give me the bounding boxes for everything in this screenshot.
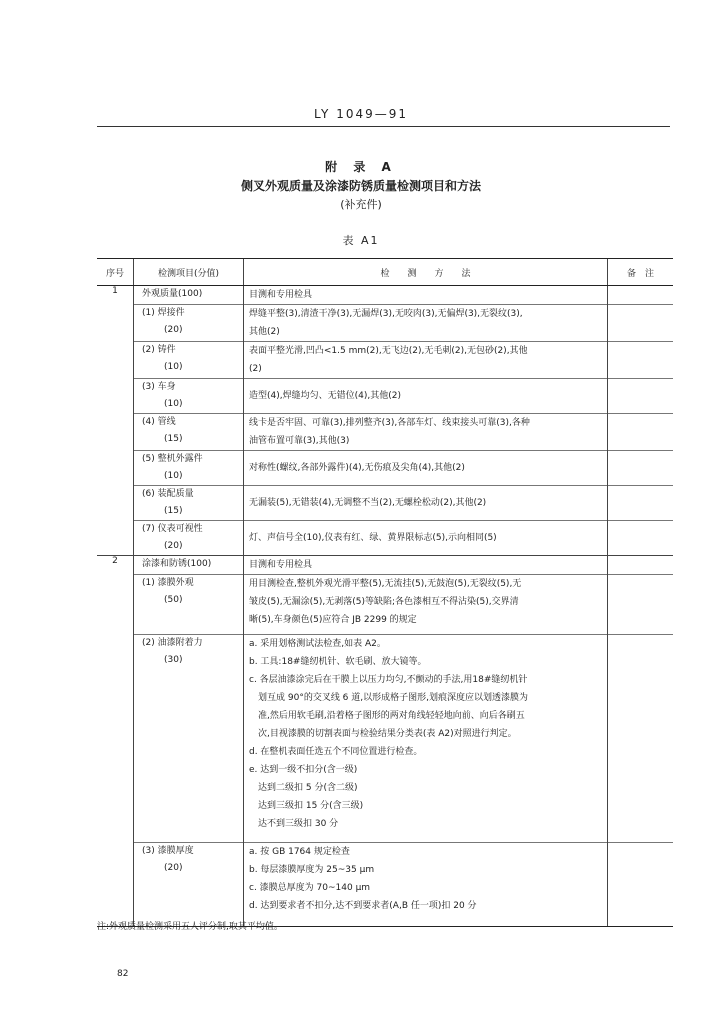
item-cell bbox=[134, 635, 244, 843]
no-cell bbox=[97, 379, 134, 414]
section-row bbox=[97, 286, 673, 305]
remark-cell bbox=[608, 556, 674, 575]
method-line: 晰(5),车身颜色(5)应符合 JB 2299 的规定 bbox=[249, 615, 417, 625]
method-cell bbox=[244, 451, 608, 486]
table-body bbox=[97, 286, 673, 927]
header-item: 检测项目(分值) bbox=[134, 259, 244, 286]
no-cell bbox=[97, 521, 134, 556]
method-cell bbox=[244, 575, 608, 635]
table-caption: 表 A1 bbox=[342, 234, 380, 247]
item-score: (20) bbox=[164, 325, 183, 335]
method-cell bbox=[244, 486, 608, 521]
table-row bbox=[97, 414, 673, 451]
item-score: (10) bbox=[164, 399, 183, 409]
item-score: (20) bbox=[164, 541, 183, 551]
table-row bbox=[97, 486, 673, 521]
method-line: 其他(2) bbox=[249, 327, 280, 337]
item-cell bbox=[134, 843, 244, 927]
table-row bbox=[97, 451, 673, 486]
item-score: (15) bbox=[164, 506, 183, 516]
table-row bbox=[97, 843, 673, 927]
method-line: 皱皮(5),无漏涂(5),无剥落(5)等缺陷;各色漆相互不得沾染(5),交界清 bbox=[249, 597, 519, 607]
item-name: (3) 车身 bbox=[142, 382, 176, 392]
method-line: 对称性(螺纹,各部外露件)(4),无伤痕及尖角(4),其他(2) bbox=[249, 463, 465, 473]
method-line: 灯、声信号全(10),仪表有红、绿、黄界限标志(5),示向相同(5) bbox=[249, 533, 497, 543]
remark-cell bbox=[608, 635, 674, 843]
item-cell bbox=[134, 486, 244, 521]
appendix-title: 侧叉外观质量及涂漆防锈质量检测项目和方法 bbox=[240, 179, 481, 193]
remark-cell bbox=[608, 414, 674, 451]
item-name: (5) 整机外露件 bbox=[142, 454, 203, 464]
item-name: (3) 漆膜厚度 bbox=[142, 846, 194, 856]
no-cell bbox=[97, 575, 134, 635]
method-line: 准,然后用软毛刷,沿着格子图形的两对角线轻轻地向前、向后各刷五 bbox=[249, 711, 525, 721]
method-line: (2) bbox=[249, 364, 262, 374]
method-line: d. 达到要求者不扣分,达不到要求者(A,B 任一项)扣 20 分 bbox=[249, 901, 477, 911]
method-line: b. 工具:18#缝纫机针、软毛刷、放大镜等。 bbox=[249, 657, 427, 667]
section-name: 外观质量(100) bbox=[142, 289, 203, 299]
table-row bbox=[97, 379, 673, 414]
table-header-row bbox=[97, 259, 673, 286]
method-cell bbox=[244, 414, 608, 451]
header-rule bbox=[97, 126, 670, 127]
item-name: (2) 油漆附着力 bbox=[142, 638, 203, 648]
method-line: 线卡是否牢固、可靠(3),排列整齐(3),各部车灯、线束接头可靠(3),各种 bbox=[249, 418, 530, 428]
item-score: (10) bbox=[164, 362, 183, 372]
header-method: 检 测 方 法 bbox=[244, 259, 608, 286]
section-no: 2 bbox=[97, 556, 134, 575]
item-score: (30) bbox=[164, 655, 183, 665]
method-line: c. 漆膜总厚度为 70~140 μm bbox=[249, 883, 371, 893]
remark-cell bbox=[608, 843, 674, 927]
item-cell bbox=[134, 414, 244, 451]
method-cell bbox=[244, 305, 608, 342]
method-line: 无漏装(5),无错装(4),无调整不当(2),无螺栓松动(2),其他(2) bbox=[249, 498, 487, 508]
section-method: 目测和专用检具 bbox=[249, 560, 313, 570]
section-name: 涂漆和防锈(100) bbox=[142, 559, 212, 569]
method-line: 达不到三级扣 30 分 bbox=[249, 819, 339, 829]
method-line: c. 各层油漆涂完后在干膜上以压力均匀,不颤动的手法,用18#缝纫机针 bbox=[249, 675, 528, 685]
section-method: 目测和专用检具 bbox=[249, 290, 313, 300]
remark-cell bbox=[608, 521, 674, 556]
method-line: e. 达到一级不扣分(含一级) bbox=[249, 765, 358, 775]
no-cell bbox=[97, 342, 134, 379]
item-name: (2) 铸件 bbox=[142, 345, 176, 355]
remark-cell bbox=[608, 379, 674, 414]
remark-cell bbox=[608, 486, 674, 521]
item-cell bbox=[134, 521, 244, 556]
no-cell bbox=[97, 414, 134, 451]
appendix-label: 附 录 A bbox=[325, 160, 397, 174]
method-line: a. 采用划格测试法检查,如表 A2。 bbox=[249, 639, 386, 649]
method-cell bbox=[244, 843, 608, 927]
item-score: (15) bbox=[164, 434, 183, 444]
inspection-table bbox=[97, 258, 673, 927]
method-line: d. 在整机表面任选五个不同位置进行检查。 bbox=[249, 747, 423, 757]
method-line: 达到三级扣 15 分(含三级) bbox=[249, 801, 364, 811]
item-score: (10) bbox=[164, 471, 183, 481]
remark-cell bbox=[608, 342, 674, 379]
no-cell bbox=[97, 843, 134, 927]
method-cell bbox=[244, 635, 608, 843]
section-no: 1 bbox=[97, 286, 134, 305]
header-no: 序号 bbox=[97, 259, 134, 286]
section-method-cell bbox=[244, 286, 608, 305]
method-line: 表面平整光滑,凹凸<1.5 mm(2),无飞边(2),无毛刺(2),无包砂(2),其他 bbox=[249, 346, 528, 356]
no-cell bbox=[97, 635, 134, 843]
item-name: (1) 漆膜外观 bbox=[142, 578, 194, 588]
header-remark: 备 注 bbox=[608, 259, 674, 286]
section-name-cell bbox=[134, 286, 244, 305]
item-cell bbox=[134, 575, 244, 635]
item-cell bbox=[134, 305, 244, 342]
section-row bbox=[97, 556, 673, 575]
method-line: b. 每层漆膜厚度为 25~35 μm bbox=[249, 865, 375, 875]
method-line: 次,目视漆膜的切割表面与检验结果分类表(表 A2)对照进行判定。 bbox=[249, 729, 517, 739]
method-line: 油管布置可靠(3),其他(3) bbox=[249, 436, 350, 446]
table-row bbox=[97, 305, 673, 342]
method-line: 焊缝平整(3),清渣干净(3),无漏焊(3),无咬肉(3),无偏焊(3),无裂纹(3), bbox=[249, 309, 523, 319]
item-name: (1) 焊接件 bbox=[142, 308, 185, 318]
item-name: (4) 管线 bbox=[142, 417, 176, 427]
method-cell bbox=[244, 342, 608, 379]
remark-cell bbox=[608, 305, 674, 342]
remark-cell bbox=[608, 286, 674, 305]
no-cell bbox=[97, 451, 134, 486]
item-score: (20) bbox=[164, 863, 183, 873]
method-line: 造型(4),焊缝均匀、无错位(4),其他(2) bbox=[249, 391, 401, 401]
table-row bbox=[97, 342, 673, 379]
appendix-subtitle: (补充件) bbox=[340, 198, 382, 211]
item-name: (6) 装配质量 bbox=[142, 489, 194, 499]
method-line: a. 按 GB 1764 规定检查 bbox=[249, 847, 350, 857]
method-cell bbox=[244, 521, 608, 556]
item-cell bbox=[134, 342, 244, 379]
table-row bbox=[97, 575, 673, 635]
section-method-cell bbox=[244, 556, 608, 575]
method-line: 划互成 90°的交叉线 6 道,以形成格子图形,划痕深度应以划透漆膜为 bbox=[249, 693, 528, 703]
method-cell bbox=[244, 379, 608, 414]
table-row bbox=[97, 635, 673, 843]
item-name: (7) 仪表可视性 bbox=[142, 524, 203, 534]
remark-cell bbox=[608, 575, 674, 635]
standard-code: LY 1049—91 bbox=[313, 107, 409, 121]
method-line: 用目测检查,整机外观光滑平整(5),无流挂(5),无鼓泡(5),无裂纹(5),无 bbox=[249, 579, 522, 589]
no-cell bbox=[97, 486, 134, 521]
table-note: 注:外观质量检测采用五人评分制,取其平均值。 bbox=[97, 922, 283, 932]
remark-cell bbox=[608, 451, 674, 486]
section-name-cell bbox=[134, 556, 244, 575]
table-row bbox=[97, 521, 673, 556]
no-cell bbox=[97, 305, 134, 342]
item-score: (50) bbox=[164, 595, 183, 605]
method-line: 达到二级扣 5 分(含二级) bbox=[249, 783, 358, 793]
item-cell bbox=[134, 379, 244, 414]
page-number: 82 bbox=[117, 969, 129, 979]
item-cell bbox=[134, 451, 244, 486]
